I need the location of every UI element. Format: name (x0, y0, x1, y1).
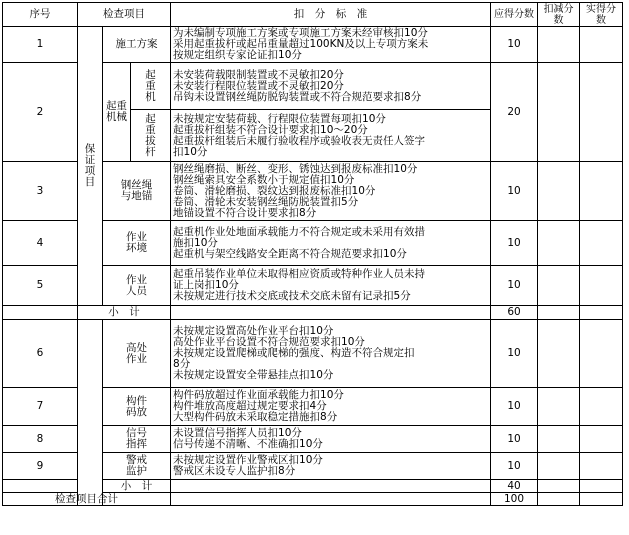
score-should: 10 (491, 221, 538, 266)
deduct-criteria: 未按规定设置高处作业平台扣10分 高处作业平台设置不符合规范要求扣10分 未按规定设置爬梯或爬梯的强度、构造不符合规定扣 8分 未按规定设置安全带悬挂点扣10分 (171, 320, 491, 388)
item-name: 警戒 监护 (103, 453, 171, 480)
score-actual-cell[interactable] (580, 320, 623, 388)
total-score: 100 (491, 493, 538, 506)
row-no: 1 (3, 27, 78, 63)
score-deduct-cell[interactable] (538, 63, 580, 162)
subtotal-label: 小 计 (78, 306, 171, 320)
item-name: 构件 码放 (103, 388, 171, 426)
row-no: 4 (3, 221, 78, 266)
header-deduct-criteria: 扣 分 标 准 (171, 3, 491, 27)
subtotal-score: 40 (491, 480, 538, 493)
score-deduct-cell[interactable] (538, 162, 580, 221)
row-no: 8 (3, 426, 78, 453)
score-should: 10 (491, 27, 538, 63)
score-deduct-cell[interactable] (538, 27, 580, 63)
header-no: 序号 (3, 3, 78, 27)
table-header-row (3, 3, 623, 27)
item-name: 高处 作业 (103, 320, 171, 388)
row-no (3, 306, 78, 320)
score-actual-cell[interactable] (580, 27, 623, 63)
score-should: 10 (491, 453, 538, 480)
row-no: 3 (3, 162, 78, 221)
subtotal-score: 60 (491, 306, 538, 320)
table-row (3, 320, 623, 388)
row-no: 2 (3, 63, 78, 162)
item-name: 施工方案 (103, 27, 171, 63)
row-no: 6 (3, 320, 78, 388)
score-deduct-cell[interactable] (538, 426, 580, 453)
item-sub-name: 起 重 拔 杆 (131, 110, 171, 162)
deduct-criteria: 钢丝绳磨损、断丝、变形、锈蚀达到报废标准扣10分 钢丝绳索具安全系数小于规定值扣10分 卷筒、滑轮磨损、裂纹达到报废标准扣10分 卷筒、滑轮未安装钢丝绳防脱装置扣5分 地锚设置不符合设计要求扣8分 (171, 162, 491, 221)
score-actual-cell[interactable] (580, 453, 623, 480)
inspection-table (2, 2, 623, 506)
score-deduct-cell[interactable] (538, 320, 580, 388)
total-row (3, 493, 623, 506)
subtotal-row (3, 306, 623, 320)
score-actual-cell[interactable] (580, 388, 623, 426)
deduct-criteria (171, 493, 491, 506)
header-score-actual: 实得分数 (580, 3, 623, 27)
score-actual-cell[interactable] (580, 221, 623, 266)
general-items-label (78, 320, 103, 506)
score-deduct-cell[interactable] (538, 480, 580, 493)
score-should: 10 (491, 426, 538, 453)
score-deduct-cell[interactable] (538, 306, 580, 320)
deduct-criteria: 为未编制专项施工方案或专项施工方案未经审核扣10分 采用起重拔杆或起吊重量超过100KN及以上专项方案未 按规定组织专家论证扣10分 (171, 27, 491, 63)
score-actual-cell[interactable] (580, 426, 623, 453)
header-score-deduct: 扣减分数 (538, 3, 580, 27)
guarantee-items-label: 保证 项目 (78, 27, 103, 306)
deduct-criteria: 未安装荷载限制装置或不灵敏扣20分 未安装行程限位装置或不灵敏扣20分 吊钩未设置钢丝绳防脱钩装置或不符合规范要求扣8分 (171, 63, 491, 110)
deduct-criteria: 起重吊装作业单位未取得相应资质或特种作业人员未持 证上岗扣10分 未按规定进行技术交底或技术交底未留有记录扣5分 (171, 266, 491, 306)
total-label: 检查项目合计 (3, 493, 171, 506)
header-item: 检查项目 (78, 3, 171, 27)
item-sub-name: 起 重 机 (131, 63, 171, 110)
score-actual-cell[interactable] (580, 266, 623, 306)
deduct-criteria (171, 480, 491, 493)
deduct-criteria: 起重机作业处地面承载能力不符合规定或未采用有效措 施扣10分 起重机与架空线路安全距离不符合规范要求扣10分 (171, 221, 491, 266)
deduct-criteria: 未按规定设置作业警戒区扣10分 警戒区未设专人监护扣8分 (171, 453, 491, 480)
header-score-should: 应得分数 (491, 3, 538, 27)
score-deduct-cell[interactable] (538, 453, 580, 480)
row-no: 5 (3, 266, 78, 306)
deduct-criteria: 构件码放超过作业面承载能力扣10分 构件堆放高度超过规定要求扣4分 大型构件码放未采取稳定措施扣8分 (171, 388, 491, 426)
deduct-criteria: 未按规定安装荷载、行程限位装置每项扣10分 起重拔杆组装不符合设计要求扣10～20分 起重拔杆组装后未履行验收程序或验收表无责任人签字 扣10分 (171, 110, 491, 162)
score-actual-cell[interactable] (580, 306, 623, 320)
score-deduct-cell[interactable] (538, 221, 580, 266)
row-no: 7 (3, 388, 78, 426)
item-name: 作业 环境 (103, 221, 171, 266)
score-should: 20 (491, 63, 538, 162)
score-actual-cell[interactable] (580, 480, 623, 493)
score-actual-cell[interactable] (580, 162, 623, 221)
score-actual-cell[interactable] (580, 493, 623, 506)
score-should: 10 (491, 162, 538, 221)
table-row (3, 27, 623, 63)
deduct-criteria (171, 306, 491, 320)
score-should: 10 (491, 320, 538, 388)
item-group-name: 起重 机械 (103, 63, 131, 162)
score-deduct-cell[interactable] (538, 493, 580, 506)
score-should: 10 (491, 388, 538, 426)
row-no (3, 480, 78, 493)
score-actual-cell[interactable] (580, 63, 623, 162)
item-name: 钢丝绳 与地锚 (103, 162, 171, 221)
item-name: 信号 指挥 (103, 426, 171, 453)
score-deduct-cell[interactable] (538, 266, 580, 306)
score-should: 10 (491, 266, 538, 306)
score-deduct-cell[interactable] (538, 388, 580, 426)
item-name: 作业 人员 (103, 266, 171, 306)
subtotal-label: 小 计 (103, 480, 171, 493)
deduct-criteria: 未设置信号指挥人员扣10分 信号传递不清晰、不准确扣10分 (171, 426, 491, 453)
row-no: 9 (3, 453, 78, 480)
